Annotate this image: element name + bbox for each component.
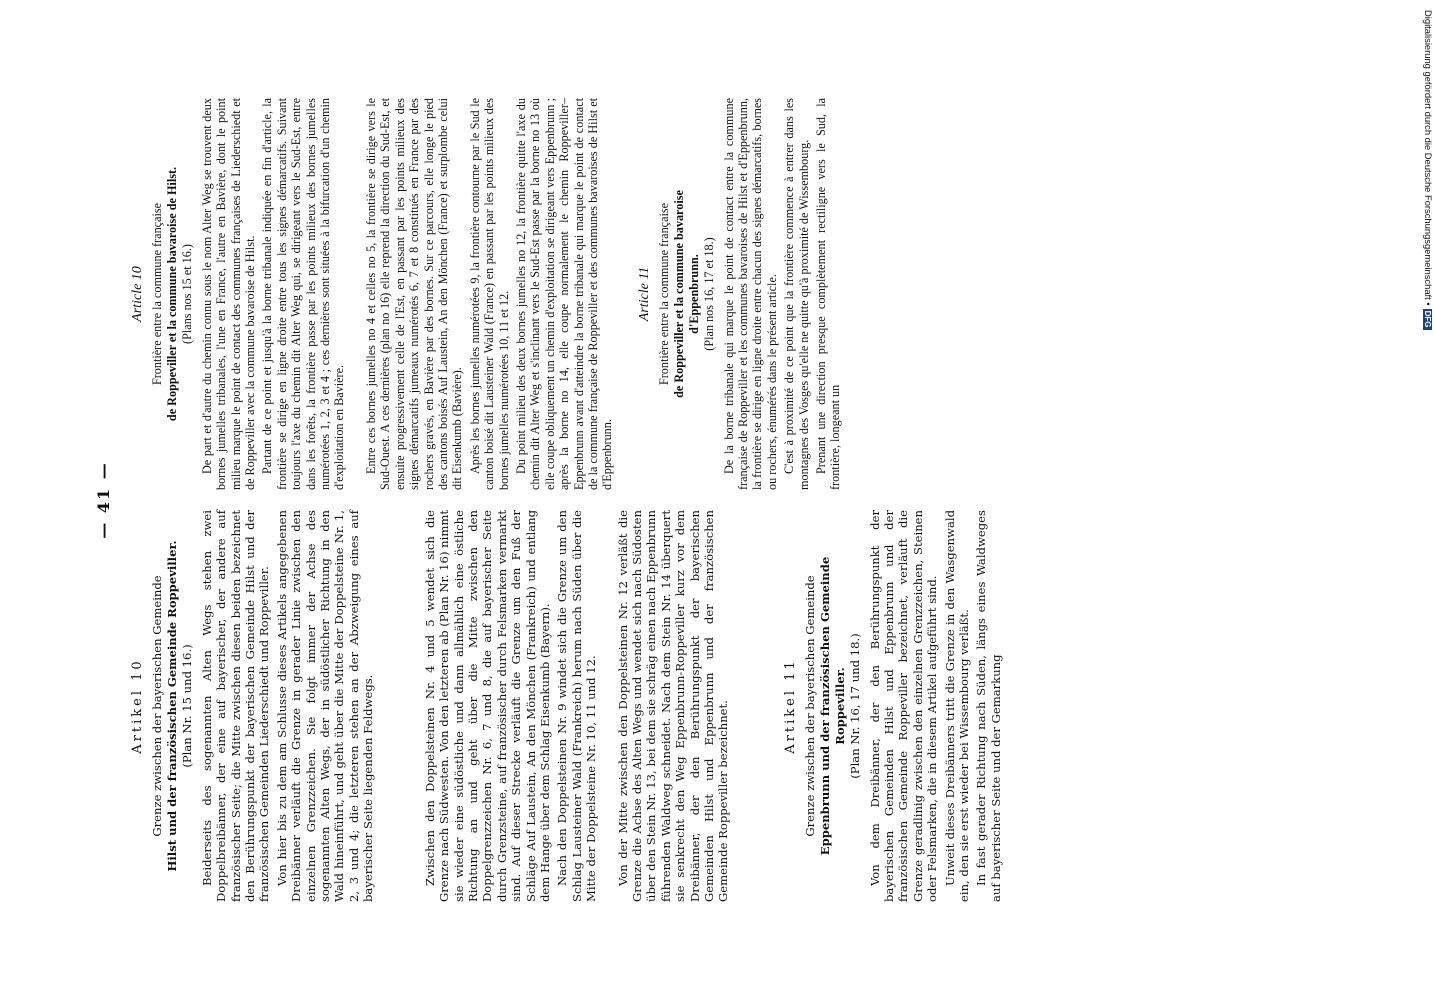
fr-art10-title-2: de Roppeviller et la commune bavaroise de Hilst. <box>165 166 180 422</box>
fr-art10-para-5: Du point milieu des deux bornes jumelles no 12, la frontière quitte l'axe du chemin dit Alter Weg et s'inclinant vers le Sud-Est passe par la borne no 13 où elle coupe obliquement un chemin d'exploitation se dirigeant vers Eppenbrunn ; après la borne no 14, elle coupe normalement le chemin Roppeviller–Eppenbrunn avant d'atteindre la borne tribanale qui marque le point de contact de la commune française de Roppeviller et des communes bavaroises de Hilst et d'Eppenbrunn. <box>513 98 615 490</box>
de-art11-title-3: Roppeviller. <box>833 667 848 745</box>
dfg-logo: DFG <box>1423 310 1432 328</box>
de-art11-para-1: Von dem Dreibänner, der den Berührungspunkt der bayerischen Gemeinden Hilst und Eppenbrunn und der französischen Gemeinde Roppeviller bezeichnet, verläuft die Grenze geradlinig zwischen den einzelnen Grenzzeichen, Steinen oder Felsmarken, die in diesem Artikel aufgeführt sind. <box>867 510 940 902</box>
fr-art10-heading: Article 10 <box>130 266 145 322</box>
fr-art10-para-1: De part et d'autre du chemin connu sous le nom Alter Weg se trouvent deux bornes jumelles tribanales, l'une en France, l'autre en Bavière, dont le point milieu marque le point de contact des communes françaises de Liederschiedt et de Roppeviller avec la commune bavaroise de Hilst. <box>199 98 258 490</box>
de-art10-para-1: Beiderseits des sogenannten Alten Wegs stehen zwei Doppelbreibänner, der eine auf bayerischer, der andere auf französischer Seite; die Mitte zwischen diesen beiden bezeichnet den Berührungspunkt der bayerischen Gemeinde Hilst und der französischen Gemeinden Liederschiedt und Roppeviller. <box>199 510 272 902</box>
page-number: — 41 — <box>94 461 113 539</box>
german-column <box>125 510 1006 902</box>
fr-art11-para-3: Prenant une direction presque complètement rectiligne vers le Sud, la frontière, longeant un <box>814 98 843 490</box>
fr-art10-plan: (Plans nos 15 et 16.) <box>180 244 195 344</box>
fr-art11-plan: (Plan nos 16, 17 et 18.) <box>702 237 717 351</box>
french-column <box>125 98 1006 490</box>
fr-art10-title-1: Frontière entre la commune française <box>150 202 165 386</box>
fr-art10-para-2: Partant de ce point et jusqu'à la borne tribanale indiquée en fin d'article, la frontière se dirige en ligne droite entre tous les signes démarcatifs. Suivant toujours l'axe du chemin dit Alter Weg qui, se dirigeant vers le Sud-Est, entre dans les forêts, la frontière passe par les points milieux des bornes jumelles numérotées 1, 2, 3 et 4 ; ces dernières sont situées à la bifurcation d'un chemin d'exploitation en Bavière. <box>260 98 347 490</box>
de-art10-title-1: Grenze zwischen der bayerischen Gemeinde <box>150 575 165 837</box>
de-art10-title-2: Hilst und der französischen Gemeinde Roppeviller. <box>165 540 180 872</box>
de-art11-para-3: In fast gerader Richtung nach Süden, längs eines Waldweges auf bayerischer Seite und der Gemarkung <box>974 510 1003 902</box>
de-art11-title-1: Grenze zwischen der bayerischen Gemeinde <box>803 575 818 837</box>
fr-art11-para-2: C'est à proximité de ce point que la frontière commence à entrer dans les montagnes des Vosges qu'elle ne quitte qu'à proximité de Wissembourg. <box>782 98 811 490</box>
fr-art11-title-3: d'Eppenbrunn. <box>687 254 702 334</box>
de-art10-para-4: Nach den Doppelsteinen Nr. 9 windet sich die Grenze um den Schlag Lausteiner Wald (Frankreich) herum nach Süden über die Mitte der Doppelsteine Nr. 10, 11 und 12. <box>555 510 599 902</box>
fr-art10-para-3: Entre ces bornes jumelles no 4 et celles no 5, la frontière se dirige vers le Sud-Ouest. A ces dernières (plan no 16) elle reprend la direction du Sud-Est, et ensuite progressivement celle de l'Est, en passant par les points milieux des signes démarcatifs jumeaux numérotés 6, 7 et 8 constitués en France par des rochers gravés, en Bavière par des bornes. Sur ce parcours, elle longe le pied des cantons boisés Auf Laustein, An den Mönchen (France) et surplombe celui dit Eisenkumb (Bavière). <box>363 98 465 490</box>
digitization-note <box>1420 10 1434 1000</box>
fr-art11-para-1: De la borne tribanale qui marque le point de contact entre la commune française de Roppeviller et les communes bavaroises de Hilst et d'Eppenbrunn, la frontière se dirige en ligne droite entre chacun des signes démarcatifs, bornes ou rochers, énumérés dans le présent article. <box>721 98 779 490</box>
fr-art11-heading: Article 11 <box>636 266 652 322</box>
de-art11-heading: Artikel 11 <box>782 658 798 754</box>
fr-art10-para-4: Après les bornes jumelles numérotées 9, la frontière contourne par le Sud le canton boisé dit Lausteiner Wald (France) en passant par les points milieux des bornes jumelles numérotées 10, 11 et 12. <box>467 98 511 490</box>
de-art10-heading: Artikel 10 <box>130 658 145 754</box>
de-art11-para-2: Unweit dieses Dreibänners tritt die Grenze in den Wasgenwald ein, den sie erst wieder bei Wissembourg verläßt. <box>942 510 972 902</box>
fr-art11-title-2: de Roppeviller et la commune bavaroise <box>672 190 687 398</box>
digitization-text: Digitalisierung gefördert durch die Deutsche Forschungsgemeinschaft • <box>1423 10 1434 306</box>
document-page <box>80 80 1300 920</box>
de-art10-para-2: Von hier bis zu dem am Schlusse dieses Artikels angegebenen Dreibänner verläuft die Grenze in gerader Linie zwischen den einzelnen Grenzzeichen. Sie folgt immer der Achse des sogenannten Alten Wegs, der in südöstlicher Richtung in den Wald hineinführt, und geht über die Mitte der Doppelsteine Nr. 1, 2, 3 und 4; die letzteren stehen an der Abzweigung eines auf bayerischer Seite liegenden Feldwegs. <box>274 510 376 902</box>
de-art10-para-3: Zwischen den Doppelsteinen Nr. 4 und 5 wendet sich die Grenze nach Südwesten. Von den letzteren ab (Plan Nr. 16) nimmt sie wieder eine südöstliche und dann allmählich eine östliche Richtung an und geht über die Mitte zwischen den Doppelgrenzzeichen Nr. 6, 7 und 8, die auf bayerischer Seite durch Grenzsteine, auf französischer durch Felsmarken vermarkt sind. Auf dieser Strecke verläuft die Grenze um den Fuß der Schläge Auf Laustein, An den Mönchen (Frankreich) und entlang dem Hange über dem Schlag Eisenkumb (Bayern). <box>422 510 552 902</box>
de-art11-title-2: Eppenbrunn und der französischen Gemeinde <box>818 556 833 856</box>
fr-art11-title-1: Frontière entre la commune française <box>657 202 672 386</box>
de-art11-plan: (Plan Nr. 16, 17 und 18.) <box>848 633 863 779</box>
de-art10-plan: (Plan Nr. 15 und 16.) <box>180 644 195 768</box>
de-art10-para-5: Von der Mitte zwischen den Doppelsteinen Nr. 12 verläßt die Grenze die Achse des Alten Wegs und wendet sich nach Südosten über den Stein Nr. 13, bei dem sie schräg einen nach Eppenbrunn führenden Waldweg schneidet. Nach dem Stein Nr. 14 überquert sie senkrecht den Weg Eppenbrunn-Roppeviller kurz vor dem Dreibänner, der den Berührungspunkt der bayerischen Gemeinden Hilst und Eppenbrunn und der französischen Gemeinde Roppeviller bezeichnet. <box>615 510 731 902</box>
